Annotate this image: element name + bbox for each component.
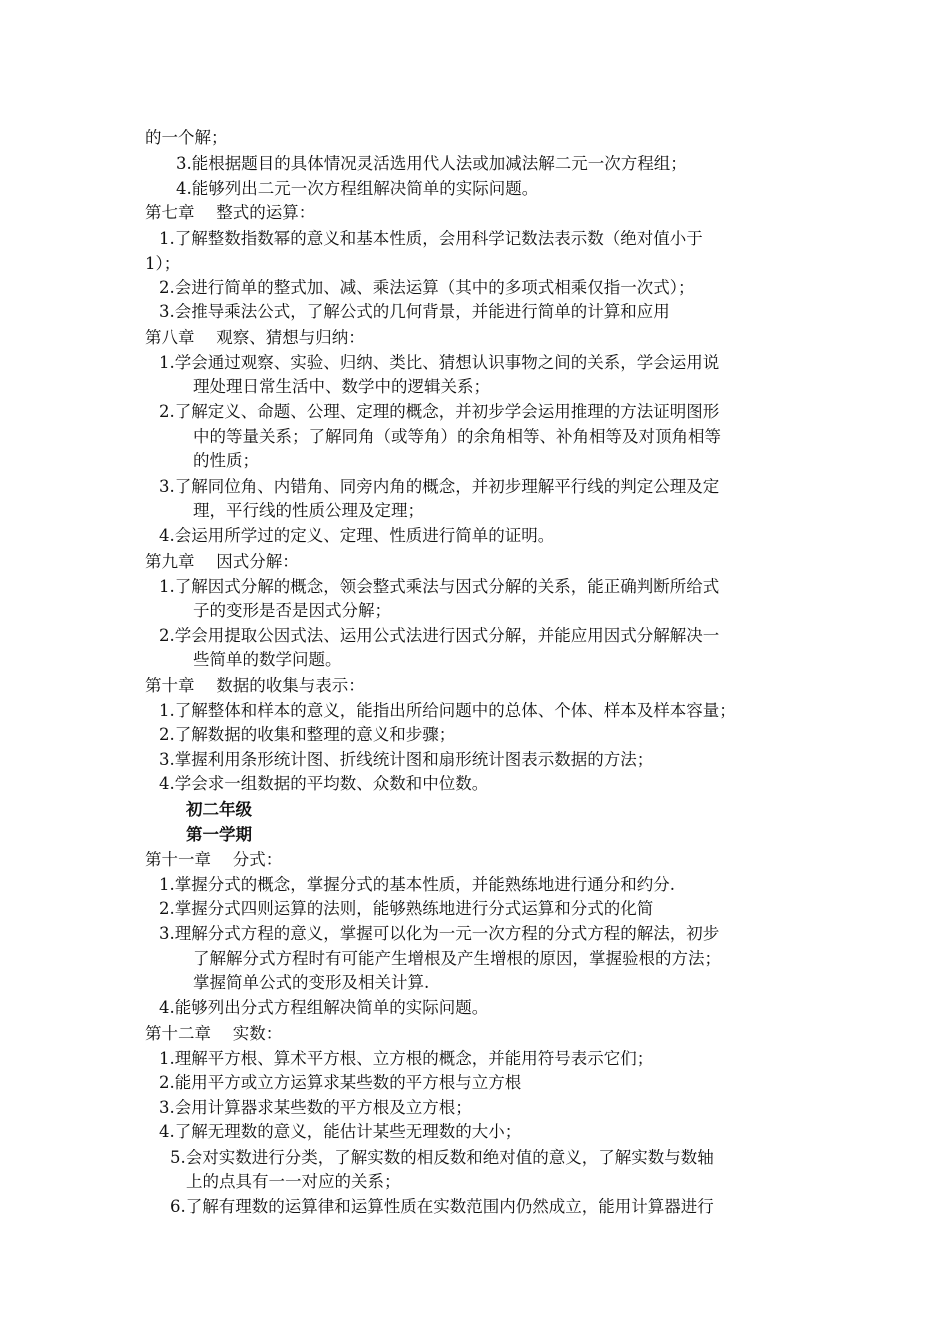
list-item: 1.了解整数指数幂的意义和基本性质，会用科学记数法表示数（绝对值小于 [159, 229, 703, 248]
chapter-heading: 第十二章 实数： [145, 1024, 283, 1043]
list-item: 4.学会求一组数据的平均数、众数和中位数。 [159, 774, 489, 793]
chapter-heading: 第十一章 分式： [145, 850, 283, 869]
list-item: 2.了解定义、命题、公理、定理的概念，并初步学会运用推理的方法证明图形 [159, 402, 720, 421]
chapter-heading: 第七章 整式的运算： [145, 203, 316, 222]
list-item: 3.理解分式方程的意义，掌握可以化为一元一次方程的分式方程的解法，初步 [159, 924, 720, 943]
list-item: 1.掌握分式的概念，掌握分式的基本性质，并能熟练地进行通分和约分. [159, 875, 675, 894]
text-line: 子的变形是否是因式分解； [193, 601, 391, 620]
list-item: 3.会用计算器求某些数的平方根及立方根； [159, 1098, 472, 1117]
list-item: 4.会运用所学过的定义、定理、性质进行简单的证明。 [159, 526, 555, 545]
text-line: 的一个解； [145, 128, 228, 147]
text-line: 掌握简单公式的变形及相关计算. [193, 973, 430, 992]
chapter-heading: 第八章 观察、猜想与归纳： [145, 328, 365, 347]
list-item: 1.学会通过观察、实验、归纳、类比、猜想认识事物之间的关系，学会运用说 [159, 353, 720, 372]
list-item: 3.掌握利用条形统计图、折线统计图和扇形统计图表示数据的方法； [159, 750, 654, 769]
list-item: 1.了解因式分解的概念，领会整式乘法与因式分解的关系，能正确判断所给式 [159, 577, 720, 596]
list-item: 3.了解同位角、内错角、同旁内角的概念，并初步理解平行线的判定公理及定 [159, 477, 720, 496]
list-item: 2.会进行简单的整式加、减、乘法运算（其中的多项式相乘仅指一次式）； [159, 278, 695, 297]
text-line: 1）； [145, 254, 181, 273]
text-line: 些简单的数学问题。 [193, 650, 342, 669]
list-item: 1.了解整体和样本的意义，能指出所给问题中的总体、个体、样本及样本容量； [159, 701, 736, 720]
text-line: 理，平行线的性质公理及定理； [193, 501, 424, 520]
text-line: 了解解分式方程时有可能产生增根及产生增根的原因，掌握验根的方法； [193, 949, 721, 968]
list-item: 5.会对实数进行分类，了解实数的相反数和绝对值的意义，了解实数与数轴 [170, 1148, 714, 1167]
chapter-heading: 第十章 数据的收集与表示： [145, 676, 365, 695]
list-item: 4.能够列出分式方程组解决简单的实际问题。 [159, 998, 489, 1017]
list-item: 1.理解平方根、算术平方根、立方根的概念，并能用符号表示它们； [159, 1049, 654, 1068]
text-line: 中的等量关系；了解同角（或等角）的余角相等、补角相等及对顶角相等 [193, 427, 721, 446]
list-item: 2.能用平方或立方运算求某些数的平方根与立方根 [159, 1073, 522, 1092]
list-item: 3.能根据题目的具体情况灵活选用代人法或加减法解二元一次方程组； [176, 154, 687, 173]
list-item: 4.了解无理数的意义，能估计某些无理数的大小； [159, 1122, 522, 1141]
list-item: 2.了解数据的收集和整理的意义和步骤； [159, 725, 456, 744]
semester-heading: 第一学期 [186, 825, 252, 844]
text-line: 理处理日常生活中、数学中的逻辑关系； [193, 377, 490, 396]
text-line: 的性质； [193, 451, 259, 470]
list-item: 6.了解有理数的运算律和运算性质在实数范围内仍然成立，能用计算器进行 [170, 1197, 714, 1216]
text-line: 上的点具有一一对应的关系； [186, 1172, 401, 1191]
list-item: 4.能够列出二元一次方程组解决简单的实际问题。 [176, 179, 539, 198]
grade-heading: 初二年级 [186, 800, 252, 819]
list-item: 2.学会用提取公因式法、运用公式法进行因式分解，并能应用因式分解解决一 [159, 626, 720, 645]
list-item: 2.掌握分式四则运算的法则，能够熟练地进行分式运算和分式的化简 [159, 899, 654, 918]
chapter-heading: 第九章 因式分解： [145, 552, 299, 571]
list-item: 3.会推导乘法公式，了解公式的几何背景，并能进行简单的计算和应用 [159, 302, 670, 321]
